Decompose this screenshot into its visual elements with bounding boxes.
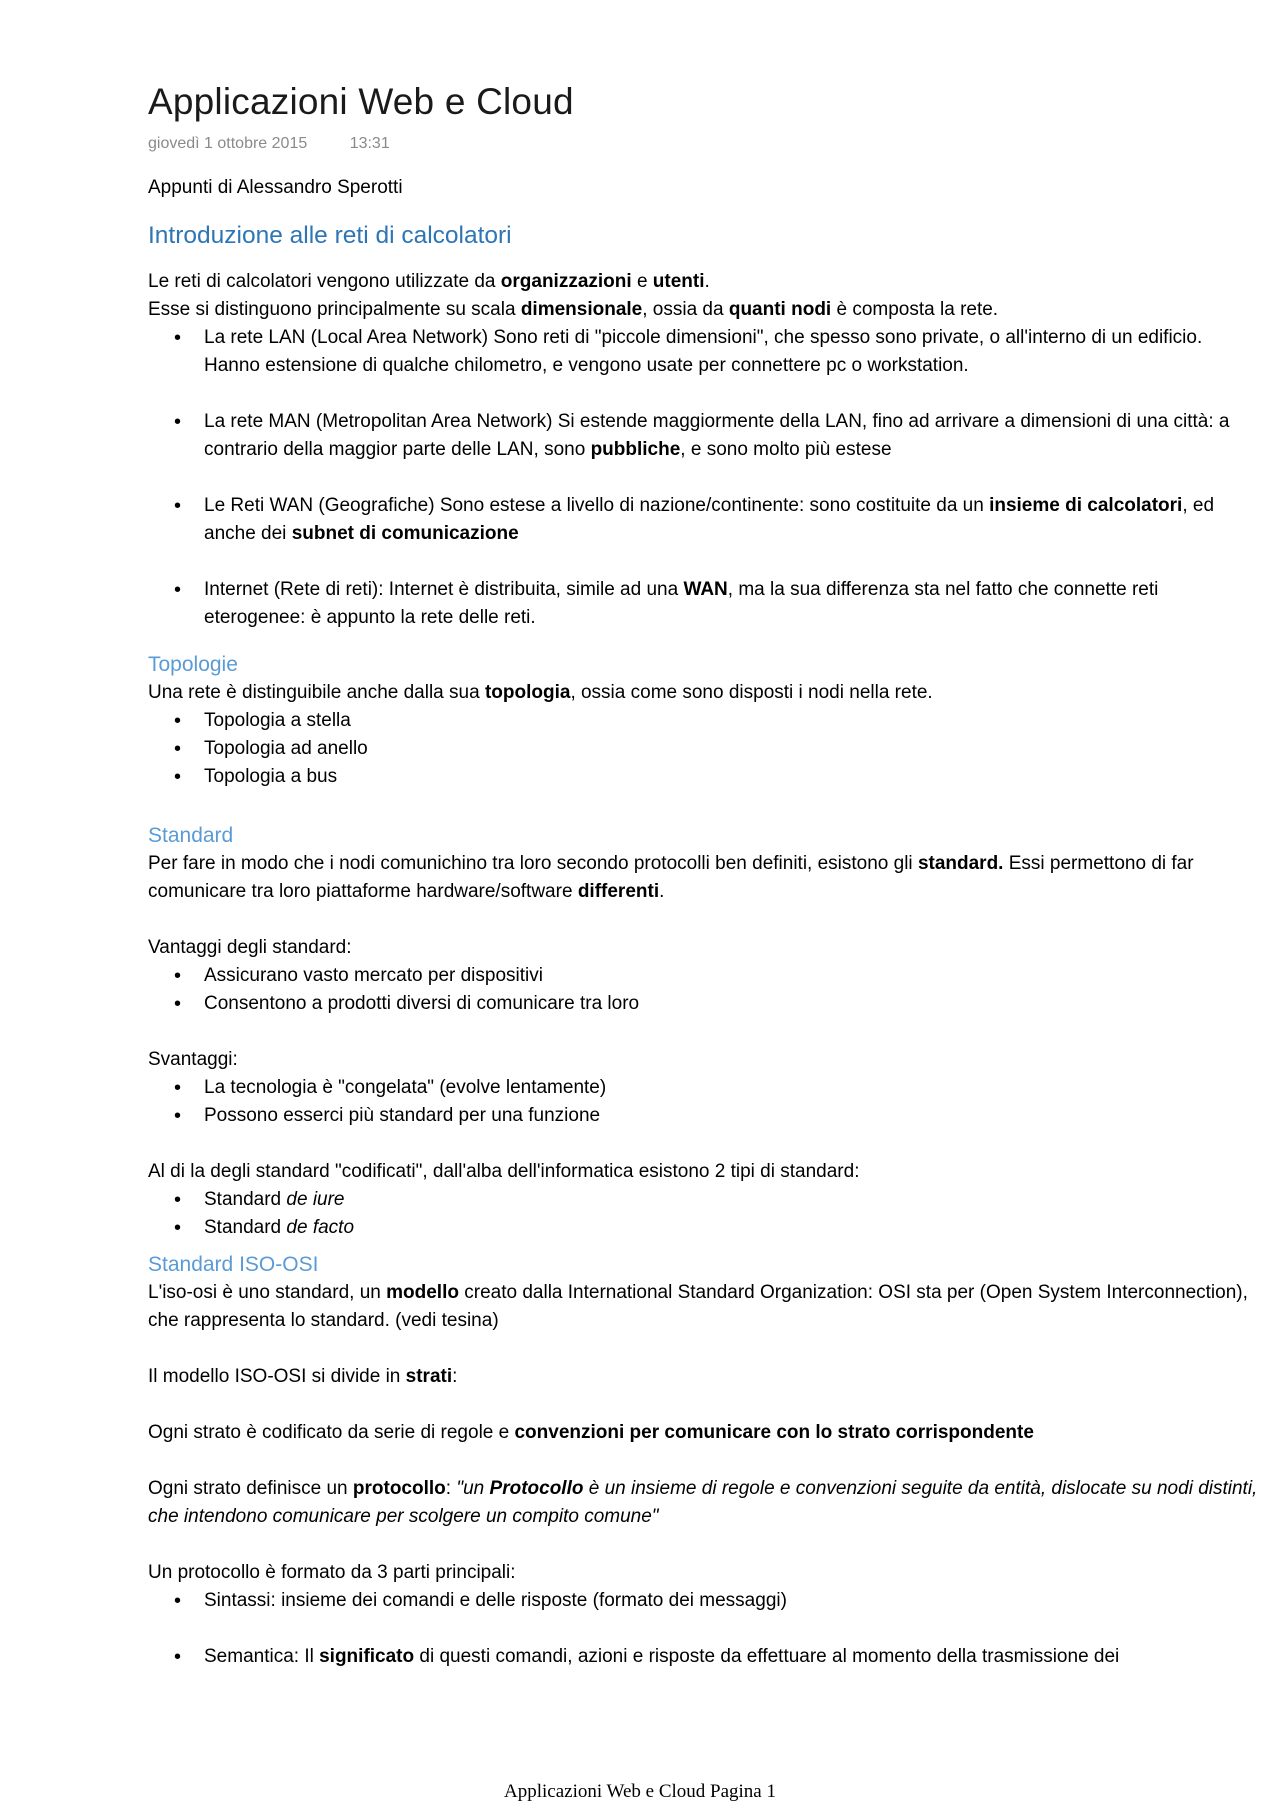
heading-intro-reti: Introduzione alle reti di calcolatori: [148, 222, 512, 249]
heading-iso-osi: Standard ISO-OSI: [148, 1253, 319, 1276]
page-footer: Applicazioni Web e Cloud Pagina 1: [504, 1781, 776, 1802]
author-line: Appunti di Alessandro Sperotti: [148, 177, 403, 198]
list-item-lan: • La rete LAN (Local Area Network) Sono reti di "piccole dimensioni", che spesso sono private, o all'interno di un edificio. Hanno estensione di qualche chilometro, e vengono usate per connettere pc o workstation.: [204, 324, 1258, 380]
intro-paragraph-1: Le reti di calcolatori vengono utilizzate da organizzazioni e utenti.: [148, 271, 710, 292]
iso-osi-strati: Il modello ISO-OSI si divide in strati:: [148, 1366, 458, 1387]
list-item: • Consentono a prodotti diversi di comunicare tra loro: [204, 990, 1258, 1018]
svantaggi-list: [148, 1074, 1258, 1130]
network-types-list: [148, 324, 1258, 380]
vantaggi-list: [148, 962, 1258, 1018]
page-body: [148, 174, 1258, 1671]
page-title: Applicazioni Web e Cloud: [148, 81, 574, 122]
list-item: • Assicurano vasto mercato per dispositivi: [204, 962, 1258, 990]
list-item: • Topologia ad anello: [204, 735, 1258, 763]
topologie-intro: Una rete è distinguibile anche dalla sua topologia, ossia come sono disposti i nodi nella rete.: [148, 682, 933, 703]
iso-osi-protocollo: Ogni strato definisce un protocollo: "un Protocollo è un insieme di regole e convenzioni seguite da entità, dislocate su nodi distinti, che intendono comunicare per scolgere un compito comune": [148, 1478, 1258, 1527]
list-item-wan: • Le Reti WAN (Geografiche) Sono estese a livello di nazione/continente: sono costituite da un insieme di calcolatori, ed anche dei subnet di comunicazione: [204, 492, 1258, 548]
page-meta: [148, 134, 1258, 154]
topologie-list: [148, 707, 1258, 791]
protocollo-parti-label: Un protocollo è formato da 3 parti principali:: [148, 1562, 516, 1583]
list-item-semantica: • Semantica: Il significato di questi comandi, azioni e risposte da effettuare al momento della trasmissione dei: [204, 1643, 1258, 1671]
tipi-standard-label: Al di la degli standard "codificati", dall'alba dell'informatica esistono 2 tipi di standard:: [148, 1161, 860, 1182]
list-item-man: • La rete MAN (Metropolitan Area Network) Si estende maggiormente della LAN, fino ad arrivare a dimensioni di una città: a contrario della maggior parte delle LAN, sono pubbliche, e sono molto più estese: [204, 408, 1258, 464]
svantaggi-label: Svantaggi:: [148, 1049, 238, 1070]
list-item: • La tecnologia è "congelata" (evolve lentamente): [204, 1074, 1258, 1102]
iso-osi-intro: L'iso-osi è uno standard, un modello creato dalla International Standard Organization: OSI sta per (Open System Interconnection), che rappresenta lo standard. (vedi tesina): [148, 1282, 1248, 1331]
standard-intro: Per fare in modo che i nodi comunichino tra loro secondo protocolli ben definiti, esistono gli standard. Essi permettono di far comunicare tra loro piattaforme hardware/software differenti.: [148, 853, 1194, 902]
page-time: 13:31: [349, 135, 390, 152]
list-item-sintassi: • Sintassi: insieme dei comandi e delle risposte (formato dei messaggi): [204, 1587, 1258, 1615]
list-item-internet: • Internet (Rete di reti): Internet è distribuita, simile ad una WAN, ma la sua differenza sta nel fatto che connette reti eterogenee: è appunto la rete delle reti.: [204, 576, 1258, 632]
heading-standard: Standard: [148, 824, 234, 847]
list-item: • Standard de iure: [204, 1186, 1258, 1214]
iso-osi-regole: Ogni strato è codificato da serie di regole e convenzioni per comunicare con lo strato corrispondente: [148, 1422, 1034, 1443]
vantaggi-label: Vantaggi degli standard:: [148, 937, 352, 958]
tipi-standard-list: [148, 1186, 1258, 1242]
list-item: • Topologia a stella: [204, 707, 1258, 735]
intro-paragraph-2: Esse si distinguono principalmente su scala dimensionale, ossia da quanti nodi è composta la rete.: [148, 299, 999, 320]
heading-topologie: Topologie: [148, 653, 238, 676]
list-item: • Topologia a bus: [204, 763, 1258, 791]
list-item: • Possono esserci più standard per una funzione: [204, 1102, 1258, 1130]
page-date: giovedì 1 ottobre 2015: [148, 135, 308, 152]
list-item: • Standard de facto: [204, 1214, 1258, 1242]
